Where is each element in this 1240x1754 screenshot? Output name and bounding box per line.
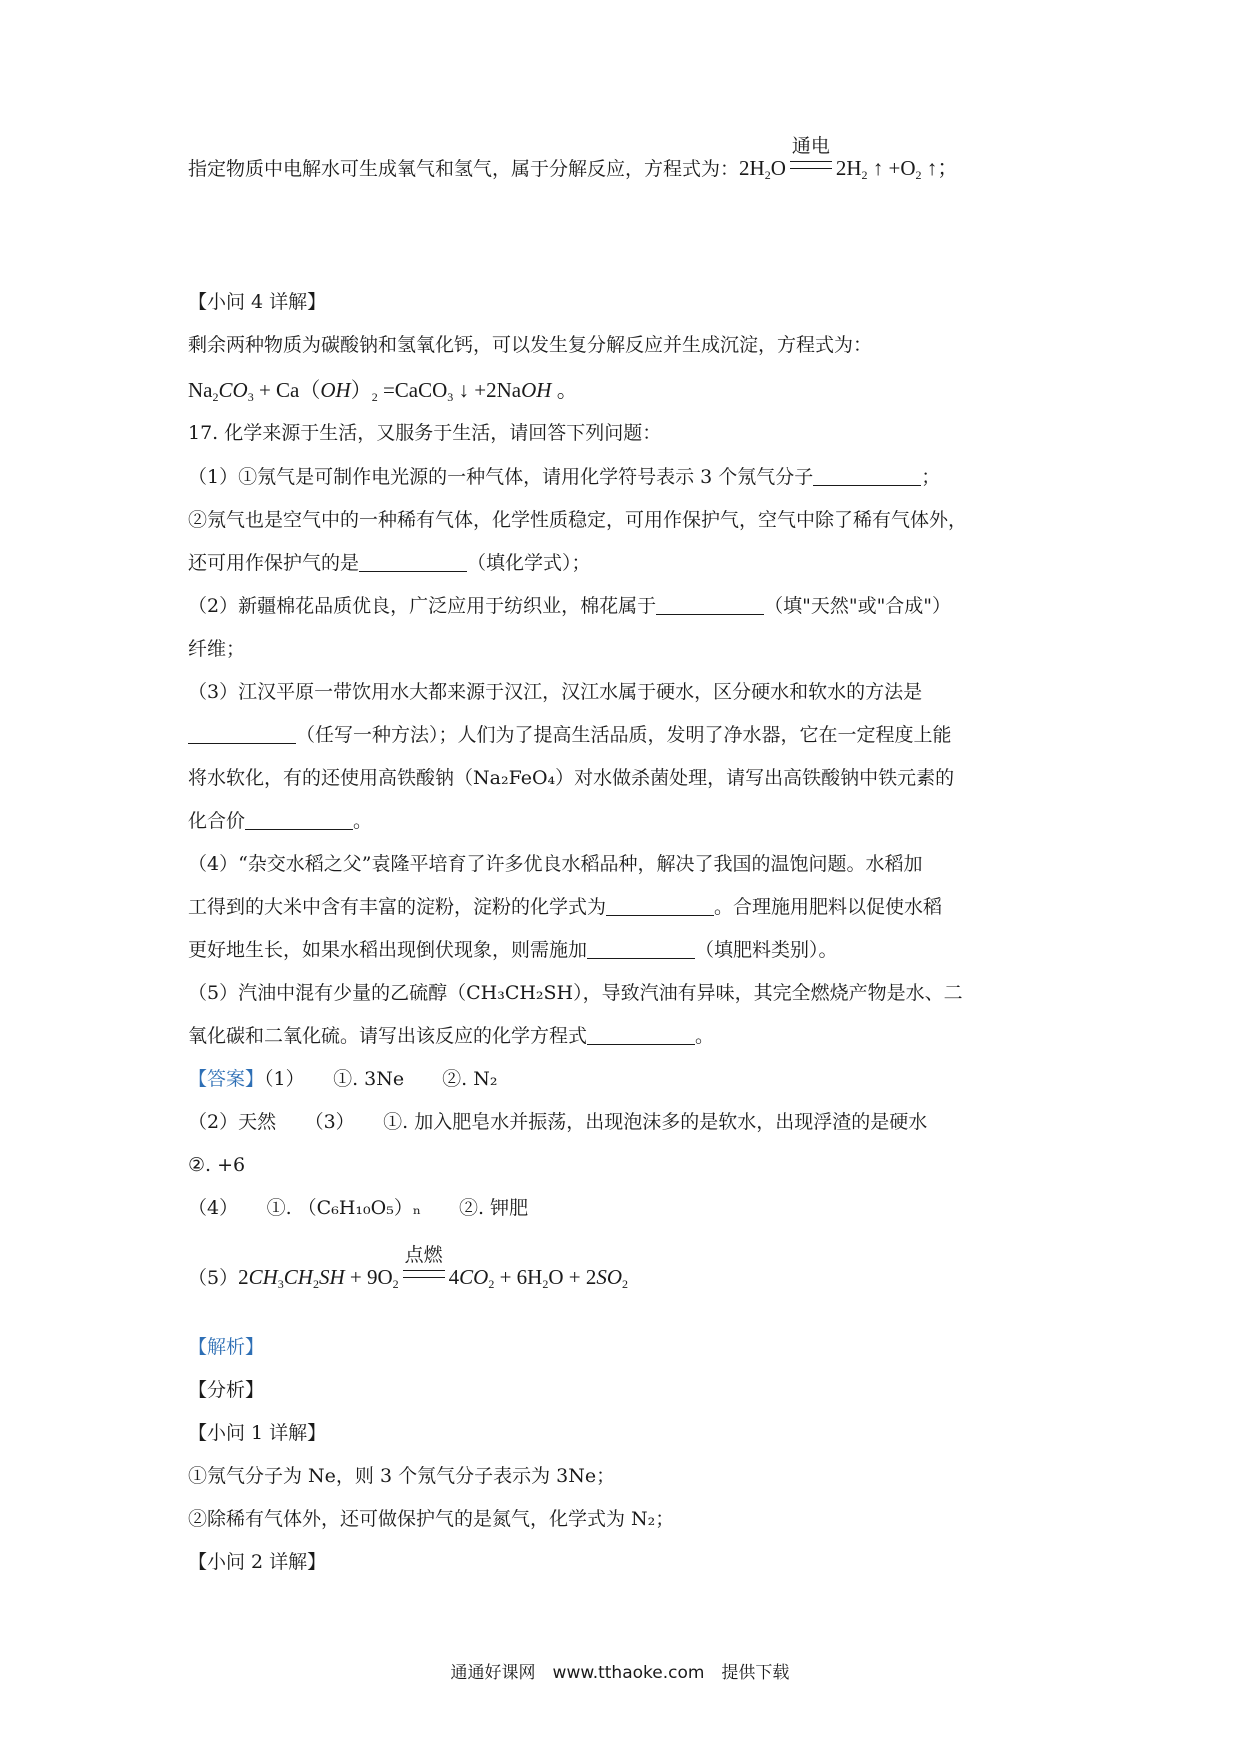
section-4-heading: 【小问 4 详解】 <box>188 291 327 313</box>
section-4-equation: $Na_2CO_3 + Ca(OH)_2$ =CaCO$_3$ ↓ +2NaOH 。 <box>188 378 578 404</box>
analysis-label: 【解析】 <box>188 1336 265 1358</box>
answer-line-4: （4） ①. （C₆H₁₀O₅）ₙ ②. 钾肥 <box>188 1197 529 1219</box>
q3-part-b: （任写一种方法）；人们为了提高生活品质，发明了净水器，它在一定程度上能 <box>188 720 952 750</box>
q3-part-c: 将水软化，有的还使用高铁酸钠（Na₂FeO₄）对水做杀菌处理，请写出高铁酸钠中铁元素的 <box>188 767 955 789</box>
answer-line-1: 【答案】（1） ①. 3Ne ②. N₂ <box>188 1068 498 1090</box>
q5-part-a: （5）汽油中混有少量的乙硫醇（CH₃CH₂SH），导致汽油有异味，其完全燃烧产物是水、二 <box>188 982 963 1004</box>
section-4-text: 剩余两种物质为碳酸钠和氢氧化钙，可以发生复分解反应并生成沉淀，方程式为： <box>188 334 873 356</box>
section-1-text-a: ①氖气分子为 Ne，则 3 个氖气分子表示为 3Ne； <box>188 1465 616 1487</box>
q2-part-a: （2）新疆棉花品质优良，广泛应用于纺织业，棉花属于 （填"天然"或"合成"） <box>188 595 952 617</box>
answer-line-5: $(5)2CH_3CH_2SH + 9O_2$ 点燃 $4CO_2 + 6H_2O + 2SO_2$ <box>188 1244 629 1291</box>
q2-part-b: 纤维； <box>188 638 246 660</box>
q4-part-b: 工得到的大米中含有丰富的淀粉，淀粉的化学式为 。合理施用肥料以促使水稻 <box>188 896 943 918</box>
combustion-equation: $2CH_3CH_2SH + 9O_2$ 点燃 $4CO_2 + 6H_2O + 2SO_2$ <box>238 1244 629 1291</box>
answer-line-2: （2）天然 （3） ①. 加入肥皂水并振荡，出现泡沫多的是软水，出现浮渣的是硬水 <box>188 1111 928 1133</box>
electrolysis-line: 指定物质中电解水可生成氧气和氢气，属于分解反应，方程式为：$2H_2O$ 通电 $2H_2$ ↑ $+O_2$ ↑； <box>188 135 959 182</box>
electrolysis-equation: $2H_2O$ 通电 $2H_2$ ↑ $+O_2$ ↑； <box>739 135 959 182</box>
q4-part-c: 更好地生长，如果水稻出现倒伏现象，则需施加 （填肥料类别）。 <box>188 939 838 961</box>
section-1-heading: 【小问 1 详解】 <box>188 1422 327 1444</box>
page-footer: 通通好课网 www.tthaoke.com 提供下载 <box>450 1663 790 1683</box>
answer-line-2b: ②. +6 <box>188 1154 246 1176</box>
section-1-text-b: ②除稀有气体外，还可做保护气的是氮气，化学式为 N₂； <box>188 1508 675 1530</box>
q3-part-d: 化合价 。 <box>188 810 373 832</box>
q5-part-b: 氧化碳和二氧化硫。请写出该反应的化学方程式 。 <box>188 1025 715 1047</box>
q1-part-c: 还可用作保护气的是 （填化学式）； <box>188 552 591 574</box>
fenxi-heading: 【分析】 <box>188 1379 265 1401</box>
q1-part-b: ②氖气也是空气中的一种稀有气体，化学性质稳定，可用作保护气，空气中除了稀有气体外， <box>188 509 968 531</box>
question-17: 17. 化学来源于生活，又服务于生活，请回答下列问题： <box>188 422 662 444</box>
q4-part-a: （4）“杂交水稻之父”袁隆平培育了许多优良水稻品种，解决了我国的温饱问题。水稻加 <box>188 853 923 875</box>
q1-part-a: （1）①氖气是可制作电光源的一种气体，请用化学符号表示 3 个氖气分子 ； <box>188 466 941 488</box>
q3-part-a: （3）江汉平原一带饮用水大都来源于汉江，汉江水属于硬水，区分硬水和软水的方法是 <box>188 681 923 703</box>
section-2-heading: 【小问 2 详解】 <box>188 1551 327 1573</box>
answer-label: 【答案】 <box>188 1068 265 1090</box>
